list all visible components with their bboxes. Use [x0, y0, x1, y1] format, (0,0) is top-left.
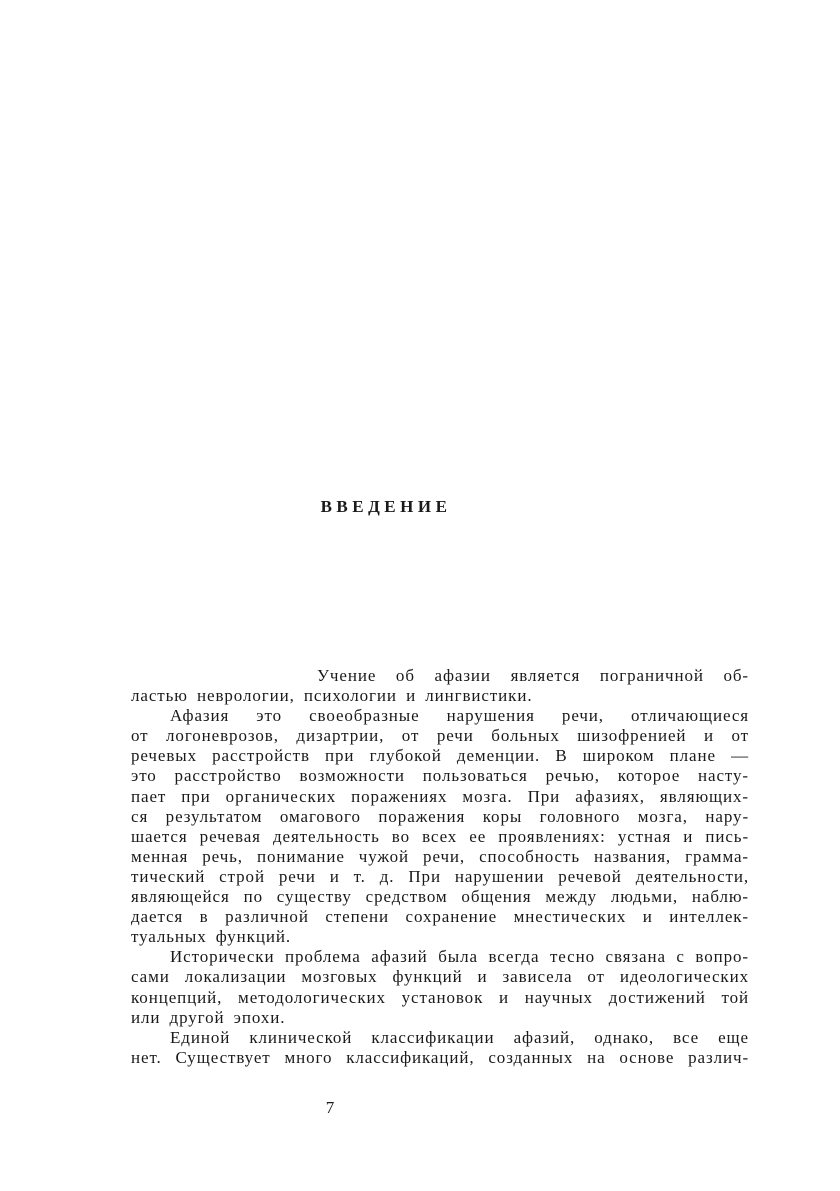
section-heading: ВВЕДЕНИЕ: [320, 497, 452, 516]
body-text: [131, 666, 749, 1068]
text-line: менная речь, понимание чужой речи, способность названия, грамма-: [131, 846, 749, 866]
text-line: ластью неврологии, психологии и лингвистики.: [131, 686, 533, 706]
page-number: 7: [325, 1098, 335, 1117]
text-line: Исторически проблема афазий была всегда тесно связана с вопро-: [170, 947, 749, 967]
text-line: концепций, методологических установок и научных достижений той: [131, 987, 749, 1007]
text-line: дается в различной степени сохранение мнестических и интеллек-: [131, 907, 749, 927]
text-line: это расстройство возможности пользоваться речью, которое насту-: [131, 766, 749, 786]
text-line: Афазия это своеобразные нарушения речи, отличающиеся: [170, 706, 749, 726]
text-line: или другой эпохи.: [131, 1007, 286, 1027]
text-line: ся результатом омагового поражения коры головного мозга, нару-: [131, 806, 749, 826]
text-line: нет. Существует много классификаций, созданных на основе различ-: [131, 1047, 749, 1067]
text-line: Единой клинической классификации афазий, однако, все еще: [170, 1027, 749, 1047]
text-line: тический строй речи и т. д. При нарушении речевой деятельности,: [131, 866, 749, 886]
text-line: являющейся по существу средством общения между людьми, наблю-: [131, 887, 749, 907]
text-line: пает при органических поражениях мозга. При афазиях, являющих-: [131, 786, 749, 806]
text-line: сами локализации мозговых функций и зависела от идеологических: [131, 967, 749, 987]
text-line: туальных функций.: [131, 927, 291, 947]
text-line: от логоневрозов, дизартрии, от речи больных шизофренией и от: [131, 726, 749, 746]
text-line: шается речевая деятельность во всех ее проявлениях: устная и пись-: [131, 826, 749, 846]
text-line: Учение об афазии является пограничной об-: [317, 666, 749, 685]
text-line: речевых расстройств при глубокой деменции. В широком плане —: [131, 746, 749, 766]
